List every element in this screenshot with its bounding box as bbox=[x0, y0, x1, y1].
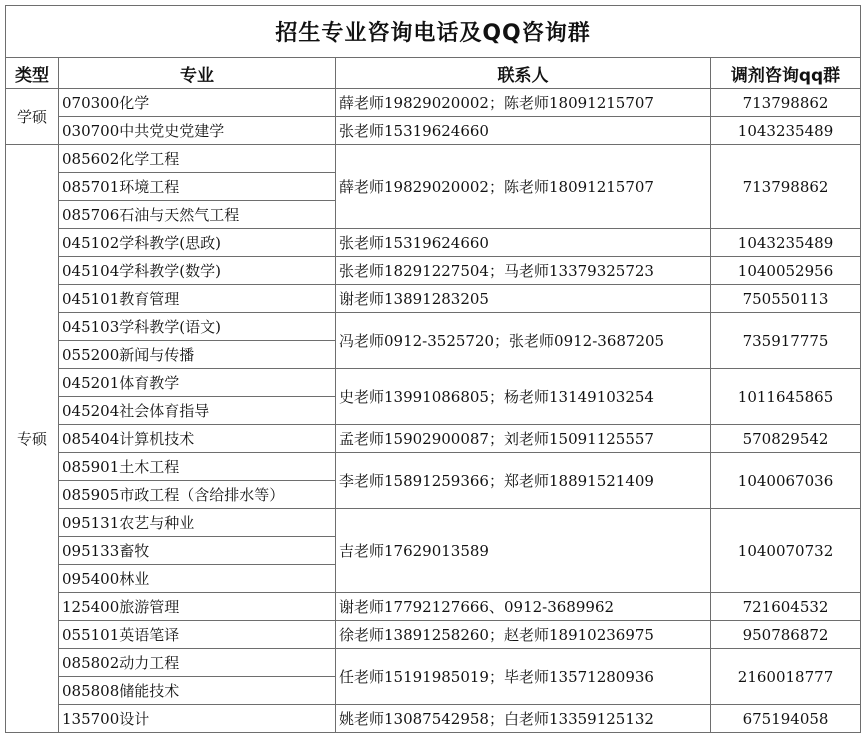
qq-cell: 750550113 bbox=[711, 285, 861, 313]
contact-cell: 冯老师0912-3525720；张老师0912-3687205 bbox=[336, 313, 711, 369]
major-cell: 045204社会体育指导 bbox=[59, 397, 336, 425]
header-major: 专业 bbox=[59, 58, 336, 89]
qq-cell: 1043235489 bbox=[711, 117, 861, 145]
contact-cell: 张老师15319624660 bbox=[336, 229, 711, 257]
contact-cell: 张老师15319624660 bbox=[336, 117, 711, 145]
table-row bbox=[6, 705, 861, 733]
major-cell: 085404计算机技术 bbox=[59, 425, 336, 453]
table-row bbox=[6, 621, 861, 649]
contact-cell: 谢老师17792127666、0912-3689962 bbox=[336, 593, 711, 621]
qq-cell: 950786872 bbox=[711, 621, 861, 649]
table-row bbox=[6, 285, 861, 313]
qq-cell: 735917775 bbox=[711, 313, 861, 369]
major-cell: 085901土木工程 bbox=[59, 453, 336, 481]
major-cell: 125400旅游管理 bbox=[59, 593, 336, 621]
contact-cell: 薛老师19829020002；陈老师18091215707 bbox=[336, 89, 711, 117]
major-cell: 045103学科教学(语文) bbox=[59, 313, 336, 341]
contact-cell: 任老师15191985019；毕老师13571280936 bbox=[336, 649, 711, 705]
contact-cell: 谢老师13891283205 bbox=[336, 285, 711, 313]
major-cell: 085706石油与天然气工程 bbox=[59, 201, 336, 229]
qq-cell: 2160018777 bbox=[711, 649, 861, 705]
table-row bbox=[6, 117, 861, 145]
major-cell: 045101教育管理 bbox=[59, 285, 336, 313]
major-cell: 055101英语笔译 bbox=[59, 621, 336, 649]
major-cell: 085701环境工程 bbox=[59, 173, 336, 201]
contact-cell: 吉老师17629013589 bbox=[336, 509, 711, 593]
major-cell: 085808储能技术 bbox=[59, 677, 336, 705]
major-cell: 045104学科教学(数学) bbox=[59, 257, 336, 285]
major-cell: 135700设计 bbox=[59, 705, 336, 733]
contact-cell: 姚老师13087542958；白老师13359125132 bbox=[336, 705, 711, 733]
table-row bbox=[6, 369, 861, 397]
table-row bbox=[6, 145, 861, 173]
qq-cell: 713798862 bbox=[711, 145, 861, 229]
consultation-table bbox=[5, 5, 861, 733]
table-title: 招生专业咨询电话及QQ咨询群 bbox=[6, 6, 861, 58]
table-row bbox=[6, 229, 861, 257]
qq-cell: 713798862 bbox=[711, 89, 861, 117]
table-row bbox=[6, 257, 861, 285]
table-row bbox=[6, 649, 861, 677]
contact-cell: 张老师18291227504；马老师13379325723 bbox=[336, 257, 711, 285]
contact-cell: 史老师13991086805；杨老师13149103254 bbox=[336, 369, 711, 425]
table-row bbox=[6, 313, 861, 341]
qq-cell: 1040052956 bbox=[711, 257, 861, 285]
major-cell: 095131农艺与种业 bbox=[59, 509, 336, 537]
major-cell: 085802动力工程 bbox=[59, 649, 336, 677]
type-professional: 专硕 bbox=[6, 145, 59, 733]
qq-cell: 721604532 bbox=[711, 593, 861, 621]
major-cell: 070300化学 bbox=[59, 89, 336, 117]
type-academic: 学硕 bbox=[6, 89, 59, 145]
major-cell: 055200新闻与传播 bbox=[59, 341, 336, 369]
table-row bbox=[6, 425, 861, 453]
major-cell: 095133畜牧 bbox=[59, 537, 336, 565]
header-type: 类型 bbox=[6, 58, 59, 89]
qq-cell: 1040070732 bbox=[711, 509, 861, 593]
contact-cell: 薛老师19829020002；陈老师18091215707 bbox=[336, 145, 711, 229]
qq-cell: 1040067036 bbox=[711, 453, 861, 509]
header-qq: 调剂咨询qq群 bbox=[711, 58, 861, 89]
major-cell: 085905市政工程（含给排水等） bbox=[59, 481, 336, 509]
major-cell: 095400林业 bbox=[59, 565, 336, 593]
contact-cell: 孟老师15902900087；刘老师15091125557 bbox=[336, 425, 711, 453]
major-cell: 045102学科教学(思政) bbox=[59, 229, 336, 257]
major-cell: 085602化学工程 bbox=[59, 145, 336, 173]
table-row bbox=[6, 453, 861, 481]
table-row bbox=[6, 89, 861, 117]
contact-cell: 徐老师13891258260；赵老师18910236975 bbox=[336, 621, 711, 649]
qq-cell: 1011645865 bbox=[711, 369, 861, 425]
consultation-table-container bbox=[5, 5, 860, 733]
header-contact: 联系人 bbox=[336, 58, 711, 89]
qq-cell: 570829542 bbox=[711, 425, 861, 453]
contact-cell: 李老师15891259366；郑老师18891521409 bbox=[336, 453, 711, 509]
qq-cell: 675194058 bbox=[711, 705, 861, 733]
qq-cell: 1043235489 bbox=[711, 229, 861, 257]
major-cell: 030700中共党史党建学 bbox=[59, 117, 336, 145]
major-cell: 045201体育教学 bbox=[59, 369, 336, 397]
table-row bbox=[6, 509, 861, 537]
table-row bbox=[6, 593, 861, 621]
